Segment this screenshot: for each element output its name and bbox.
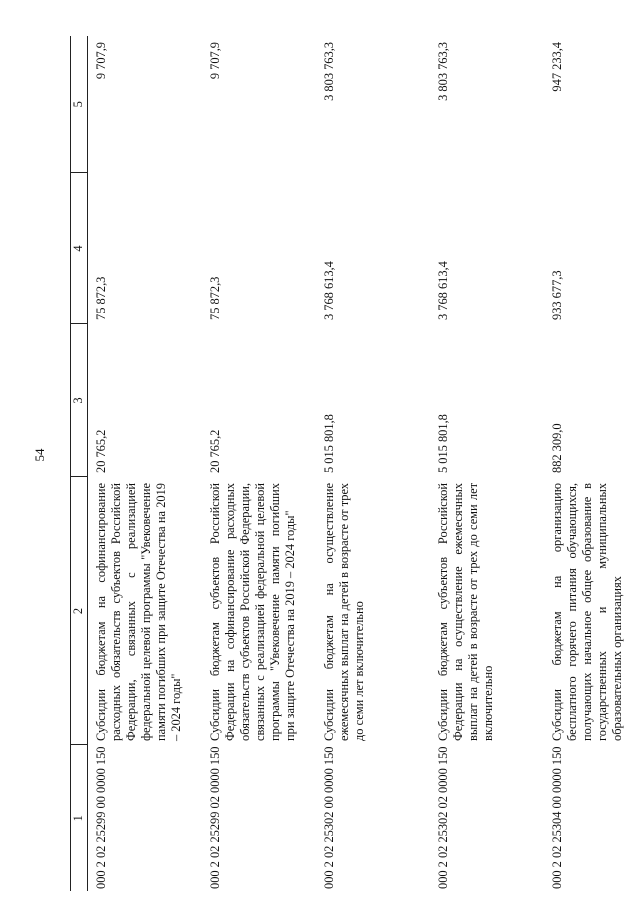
- item-description: Субсидии бюджетам на осуществление ежемесячных выплат на детей в возрасте от трех до семи лет включительно: [322, 483, 366, 741]
- value-col-5: 3 803 763,3: [322, 42, 336, 101]
- budget-table: [70, 36, 640, 891]
- value-col-4: 75 872,3: [94, 276, 108, 320]
- value-col-3: 5 015 801,8: [322, 414, 336, 473]
- item-description: Субсидии бюджетам на организацию бесплатного горячего питания обучающихся, получающих начальное общее образование в государственных и муниципальных образовательных организациях: [550, 483, 624, 741]
- budget-code: 000 2 02 25299 02 0000 150: [208, 746, 222, 889]
- header-row: [71, 36, 88, 891]
- value-col-4: 75 872,3: [208, 276, 222, 320]
- item-description: Субсидии бюджетам субъектов Российской Федерации на софинансирование расходных обязательств субъектов Российской Федерации, связанных с реализацией федеральной целевой программы "Увековечение памяти погибших при защите Отечества на 2019 – 2024 годы": [208, 483, 297, 741]
- budget-code: 000 2 02 25304 00 0000 150: [550, 746, 564, 889]
- table-row: [202, 36, 316, 891]
- value-col-5: 9 707,9: [208, 42, 222, 80]
- item-description: Субсидии бюджетам на софинансирование расходных обязательств субъектов Российской Федерации, связанных с реализацией федеральной целевой программы "Увековечение памяти погибших при защите Отечества на 2019 – 2024 годы": [94, 483, 183, 741]
- value-col-4: 3 768 613,4: [436, 261, 450, 320]
- page-number: 54: [32, 448, 47, 462]
- budget-code: 000 2 02 25299 00 0000 150: [94, 746, 108, 889]
- value-col-5: 9 707,9: [94, 42, 108, 80]
- header-col-5: 5: [71, 36, 88, 173]
- value-col-3: 20 765,2: [208, 429, 222, 473]
- value-col-4: 3 768 613,4: [322, 261, 336, 320]
- table-row: [544, 36, 640, 891]
- rotated-table-area: [70, 36, 624, 891]
- table-row: [430, 36, 544, 891]
- value-col-3: 5 015 801,8: [436, 414, 450, 473]
- header-col-3: 3: [71, 324, 88, 477]
- table-row: [316, 36, 430, 891]
- header-col-4: 4: [71, 173, 88, 324]
- item-description: Субсидии бюджетам субъектов Российской Федерации на осуществление ежемесячных выплат на детей в возрасте от трех до семи лет включительно: [436, 483, 495, 741]
- value-col-3: 20 765,2: [94, 429, 108, 473]
- budget-code: 000 2 02 25302 00 0000 150: [322, 746, 336, 889]
- table-row: [88, 36, 203, 891]
- value-col-5: 3 803 763,3: [436, 42, 450, 101]
- value-col-5: 947 233,4: [550, 42, 564, 92]
- value-col-3: 882 309,0: [550, 423, 564, 473]
- header-col-1: 1: [71, 745, 88, 891]
- header-col-2: 2: [71, 477, 88, 745]
- value-col-4: 933 677,3: [550, 270, 564, 320]
- budget-code: 000 2 02 25302 02 0000 150: [436, 746, 450, 889]
